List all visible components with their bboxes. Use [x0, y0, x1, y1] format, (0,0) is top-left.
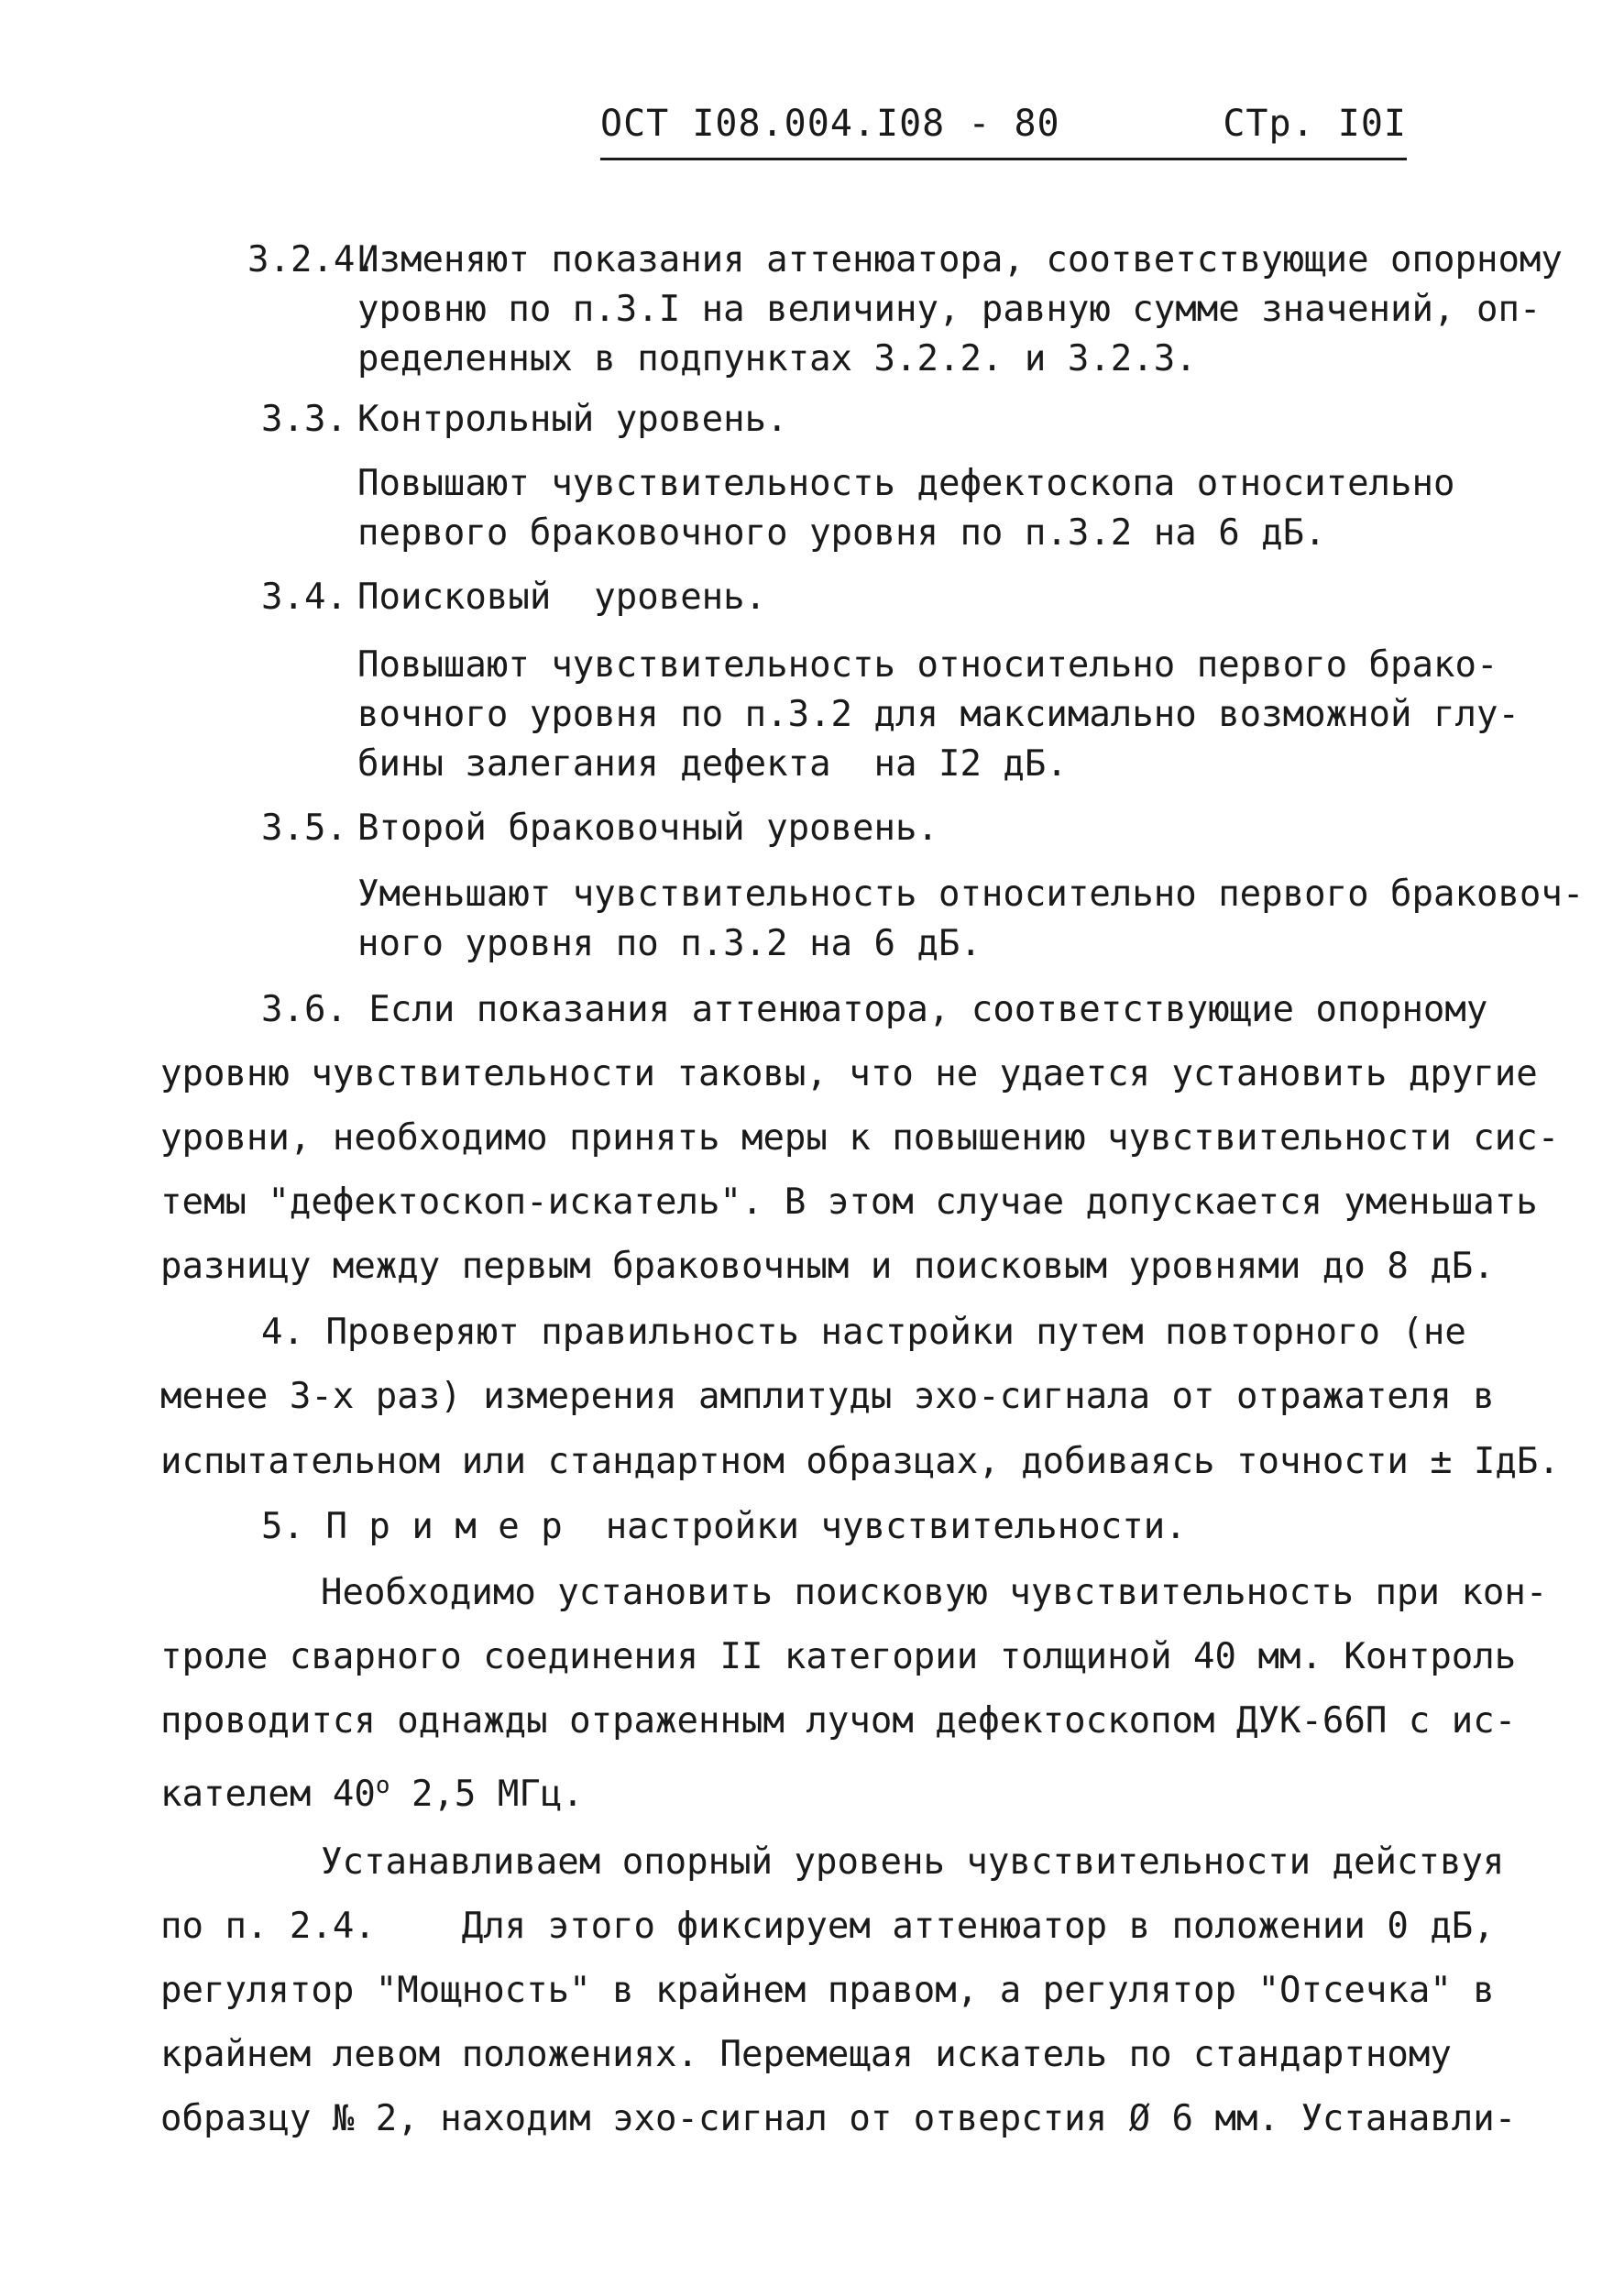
text-line: Изменяют показания аттенюатора, соответствующие опорному: [357, 239, 1563, 280]
text-line: [160, 1762, 584, 1819]
page-number: СТр. I0I: [1223, 103, 1407, 145]
item-title: Поисковый уровень.: [357, 577, 767, 618]
spaced-heading: П р и м е р: [325, 1506, 563, 1547]
text-line: темы "дефектоскоп-искатель". В этом случае допускается уменьшать: [160, 1181, 1538, 1223]
text-line: Уменьшают чувствительность относительно первого браковоч-: [357, 874, 1585, 915]
text-line: Необходимо установить поисковую чувствительность при кон-: [321, 1572, 1548, 1613]
text-segment: IдБ.: [1473, 1441, 1560, 1482]
item-number: 3.2.4.: [247, 239, 377, 280]
text-line: Повышают чувствительность относительно первого брако-: [357, 644, 1498, 686]
text-line: 3.6. Если показания аттенюатора, соответствующие опорному: [261, 989, 1488, 1030]
text-segment: 2,5 МГц.: [390, 1774, 584, 1815]
text-line: образцу № 2, находим эхо-сигнал от отверстия Ø 6 мм. Устанавли-: [160, 2098, 1517, 2139]
text-line: Устанавливаем опорный уровень чувствительности действуя: [321, 1841, 1505, 1883]
text-line: 4. Проверяют правильность настройки путем повторного (не: [261, 1312, 1466, 1353]
text-line: уровню по п.3.I на величину, равную сумме значений, оп-: [357, 289, 1542, 330]
plus-minus-sign: ±: [1430, 1440, 1453, 1482]
header-rule: [600, 158, 1407, 160]
text-line: вочного уровня по п.3.2 для максимально возможной глу-: [357, 694, 1520, 735]
text-line: уровню чувствительности таковы, что не удается установить другие: [160, 1053, 1538, 1094]
text-line: по п. 2.4. Для этого фиксируем аттенюатор в положении 0 дБ,: [160, 1906, 1495, 1947]
page-header: [600, 103, 1407, 158]
text-line: крайнем левом положениях. Перемещая искатель по стандартному: [160, 2034, 1452, 2075]
text-line: разницу между первым браковочным и поисковым уровнями до 8 дБ.: [160, 1246, 1495, 1287]
item-number: 5.: [261, 1506, 304, 1547]
text-line: [261, 1503, 1187, 1551]
text-line: Повышают чувствительность дефектоскопа относительно: [357, 463, 1455, 504]
text-line: троле сварного соединения II категории толщиной 40 мм. Контроль: [160, 1636, 1517, 1677]
document-code: ОСТ I08.004.I08 - 80: [600, 103, 1060, 145]
item-number: 3.4.: [261, 577, 347, 618]
text-segment: кателем 40: [160, 1774, 376, 1815]
item-title: Второй браковочный уровень.: [357, 808, 938, 849]
item-number: 3.5.: [261, 808, 347, 849]
text-line: ного уровня по п.3.2 на 6 дБ.: [357, 923, 982, 964]
degree-mark: о: [375, 1772, 390, 1799]
item-number: 3.3.: [261, 399, 347, 440]
text-line: бины залегания дефекта на I2 дБ.: [357, 743, 1068, 785]
text-line: регулятор "Мощность" в крайнем правом, а регулятор "Отсечка" в: [160, 1970, 1495, 2011]
text-line: ределенных в подпунктах 3.2.2. и 3.2.3.: [357, 338, 1197, 379]
text-line: первого браковочного уровня по п.3.2 на 6 дБ.: [357, 512, 1326, 554]
text-line: [160, 1437, 1560, 1486]
text-segment: испытательном или стандартном образцах, добиваясь точности: [160, 1441, 1409, 1482]
text-segment: настройки чувствительности.: [605, 1506, 1187, 1547]
text-line: проводится однажды отраженным лучом дефектоскопом ДУК-66П с ис-: [160, 1700, 1517, 1742]
text-line: уровни, необходимо принять меры к повышению чувствительности сис-: [160, 1117, 1560, 1159]
item-title: Контрольный уровень.: [357, 399, 788, 440]
text-line: менее 3-х раз) измерения амплитуды эхо-сигнала от отражателя в: [160, 1376, 1495, 1417]
